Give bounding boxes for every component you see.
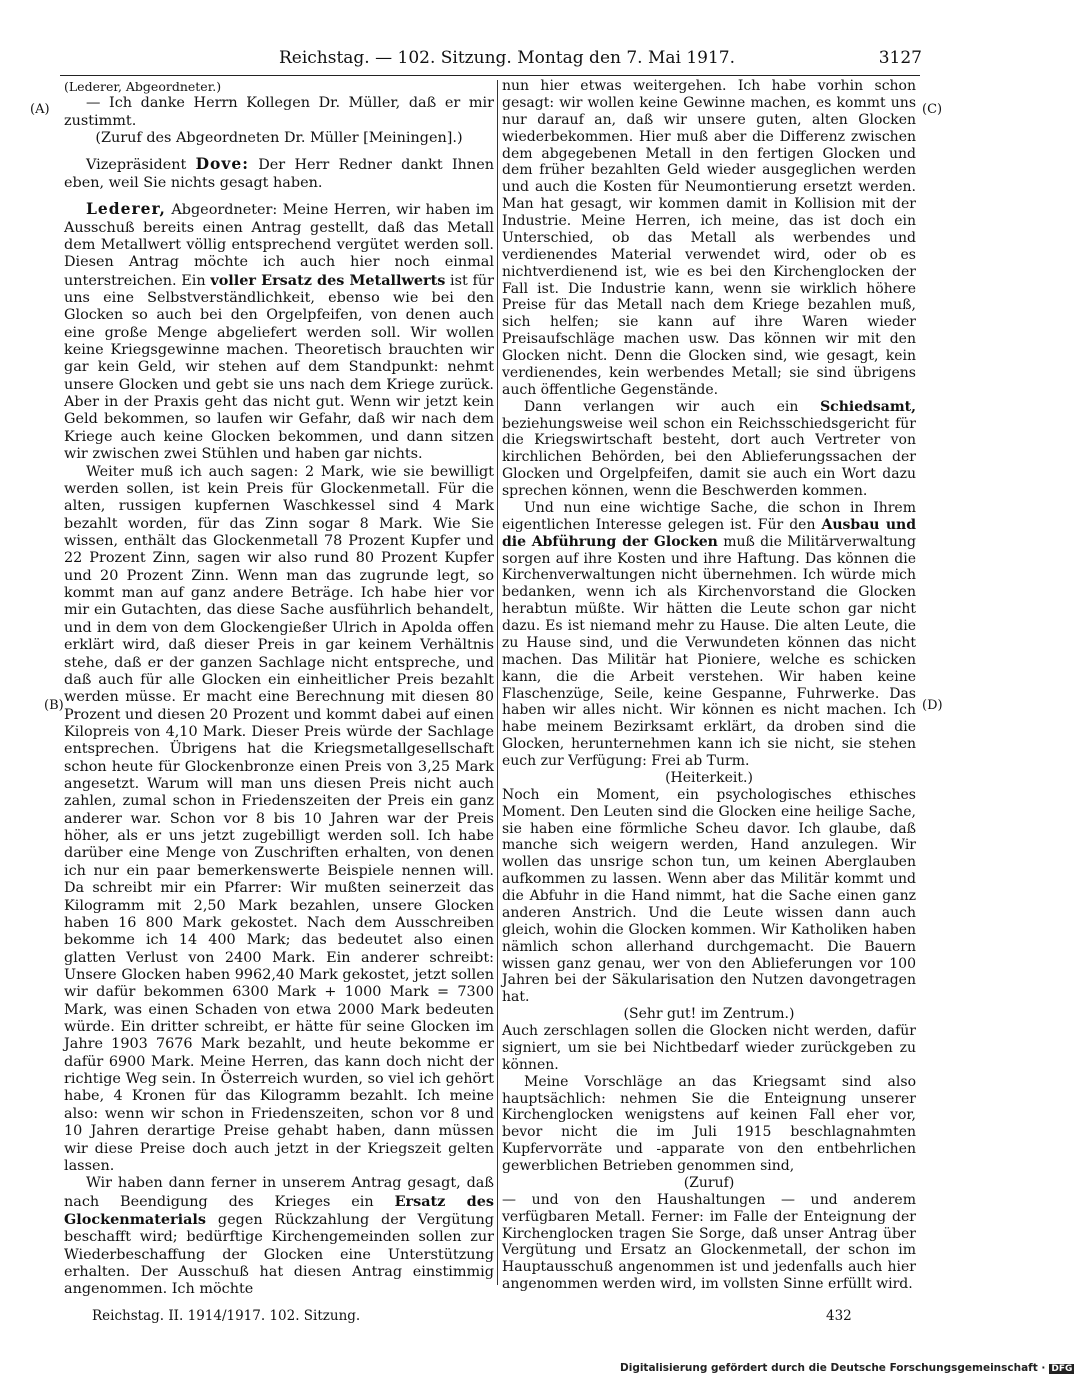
paragraph: — Ich danke Herrn Kollegen Dr. Müller, daß er mir zustimmt. bbox=[64, 95, 494, 129]
header-rule bbox=[60, 75, 920, 76]
running-title: Reichstag. — 102. Sitzung. Montag den 7. Mai 1917. bbox=[278, 48, 736, 68]
paragraph: Noch ein Moment, ein psychologisches ethisches Moment. Den Leuten sind die Glocken eine heilige Sache, sie haben eine förmliche Scheu davor. Ich glaube, daß manche sich weigern werden, Hand anzulegen. Wir wollen das unsrige schon tun, um keinen Aberglauben aufkommen zu lassen. Wenn aber das Militär kommt und die Abfuhr in die Hand nimmt, hat die Sache einen ganz anderen Anstrich. Und die Leute wissen dann auch gleich, wohin die Glocken kommen. Wir Katholiken haben nämlich schon allerhand durchgemacht. Die Bauern wissen ganz genau, wer von den Ablieferungen vor 100 Jahren bei der Säkularisation den Nutzen davongetragen hat. bbox=[502, 786, 916, 1006]
speaker-continuation-tag: (Lederer, Abgeordneter.) bbox=[64, 79, 222, 94]
text: Dann verlangen wir auch ein bbox=[524, 398, 799, 415]
paragraph bbox=[502, 399, 916, 500]
text: gegen Rückzahlung der Vergütung beschafft wird; bedürftige Kirchengemeinden sollen zur Wiederbeschaffung der Glocken eine Unterstützung erhalten. Der Ausschuß hat diesen Antrag einstimmig angenommen. Ich möchte bbox=[64, 1212, 495, 1298]
bold-phrase: Ausbau und die Abführung der Glocken bbox=[502, 516, 917, 550]
page-header bbox=[92, 48, 922, 74]
vp-label: Vizepräsident bbox=[86, 157, 187, 174]
speaker-name: Lederer, bbox=[86, 199, 166, 219]
interjection: (Sehr gut! im Zentrum.) bbox=[623, 1006, 795, 1023]
speech-text: Abgeordneter: Meine Herren, wir haben im Ausschuß bereits einen Antrag gestellt, daß das Metall dem Metallwert völlig entsprechend vergütet werden soll. Diesen Antrag möchte ich auch hier noch einmal unterstreichen. Ein bbox=[64, 202, 495, 289]
credit-text: Digitalisierung gefördert durch die Deutsche Forschungsgemeinschaft · bbox=[620, 1362, 1046, 1374]
page-number: 3127 bbox=[878, 48, 922, 68]
speech-paragraph bbox=[64, 200, 494, 463]
interjection: (Zuruf des Abgeordneten Dr. Müller [Meiningen].) bbox=[95, 130, 463, 147]
vp-text: Der Herr Redner dankt Ihnen eben, weil Sie nichts gesagt haben. bbox=[64, 157, 494, 191]
interjection: (Zuruf) bbox=[683, 1174, 735, 1191]
bold-phrase: Schiedsamt, bbox=[820, 398, 916, 415]
text: beziehungsweise weil schon ein Reichsschiedsgericht für die Kriegswirtschaft besteht, dort auch Vertreter von kirchlichen Behörden, bei den Ablieferungssachen der Glocken und Orgelpfeifen, damit sie auch ein Wort dazu sprechen können, wenn die Beschwerden kommen. bbox=[502, 415, 916, 499]
text: Und nun eine wichtige Sache, die schon in Ihrem eigentlichen Interesse gelegen ist. Für den bbox=[502, 499, 916, 533]
right-column bbox=[502, 78, 916, 1293]
bold-phrase: Ersatz des Glockenmaterials bbox=[64, 1192, 494, 1228]
bold-phrase: voller Ersatz des Metallwerts bbox=[210, 271, 446, 289]
vice-president-remark bbox=[64, 155, 494, 192]
digitization-credit bbox=[620, 1362, 1074, 1374]
footer-page-number: 432 bbox=[826, 1308, 852, 1324]
column-divider bbox=[497, 80, 498, 1285]
margin-marker-a: (A) bbox=[30, 102, 50, 117]
margin-marker-c: (C) bbox=[922, 102, 943, 117]
footer-left: Reichstag. II. 1914/1917. 102. Sitzung. bbox=[92, 1308, 361, 1324]
paragraph: Auch zerschlagen sollen die Glocken nicht werden, dafür signiert, um sie bei Nichtbedarf wieder zurückgeben zu können. bbox=[502, 1023, 916, 1073]
vp-name: Dove: bbox=[195, 154, 249, 174]
paragraph: — und von den Haushaltungen — und anderem verfügbaren Metall. Ferner: im Falle der Enteignung der Kirchenglocken tragen Sie Sorge, daß unser Antrag über Vergütung und Ersatz an Glockenmetall, der schon im Hauptausschuß angenommen ist und jedenfalls auch hier angenommen werden wird, im vollsten Sinne erfüllt wird. bbox=[502, 1191, 916, 1293]
paragraph bbox=[64, 1175, 494, 1299]
text: Wir haben dann ferner in unserem Antrag gesagt, daß nach Beendigung des Krieges ein bbox=[64, 1175, 494, 1210]
speech-text: ist für uns eine Selbstverständlichkeit, ebenso wie bei den Glocken so auch bei den Orgelpfeifen, von denen auch eine große Menge abgeliefert werden soll. Wir wollen keine Kriegsgewinne machen. Theoretisch brauchten wir gar kein Geld, wir stehen auf dem Standpunkt: nehmt unsere Glocken und gebt sie uns nach dem Kriege zurück. Aber in der Praxis geht das nicht gut. Wenn wir jetzt kein Geld bekommen, so laufen wir Gefahr, daß wir nach dem Kriege auch keine Glocken bekommen, und dann sitzen wir zwischen zwei Stühlen und haben gar nichts. bbox=[64, 272, 494, 463]
margin-marker-b: (B) bbox=[44, 698, 64, 713]
paragraph: Weiter muß ich auch sagen: 2 Mark, wie sie bewilligt werden sollen, ist kein Preis für Glockenmetall. Für die alten, russigen kupfernen Waschkessel sind 4 Mark bezahlt worden, für das Zinn sogar 8 Mark. Wie Sie wissen, enthält das Glockenmetall 78 Prozent Kupfer und 22 Prozent Zinn, sagen wir also rund 80 Prozent Kupfer und 20 Prozent Zinn. Wenn man das zugrunde legt, so kommt man auf ganz andere Beträge. Ich habe hier vor mir ein Gutachten, das diese Sache ausführlich behandelt, und in dem von dem Glockengießer Ulrich in Apolda offen erklärt wird, daß dieser Preis in gar keinem Verhältnis stehe, daß er der ganzen Sachlage nicht entspreche, und daß auch für alle Glocken ein einheitlicher Preis bezahlt werden müsse. Er macht eine Berechnung mit diesen 80 Prozent und diesen 20 Prozent und kommt dabei auf einen Kilopreis von 4,10 Mark. Dieser Preis würde der Sachlage entsprechen. Übrigens hat die Kriegsmetallgesellschaft schon heute für Glockenbronze einen Preis von 3,25 Mark angesetzt. Warum will man uns diesen Preis nicht auch zahlen, zumal schon in Friedenszeiten der Preis ein ganz anderer war. Schon vor 8 bis 10 Jahren war der Preis höher, als er uns jetzt zugebilligt werden soll. Ich habe darüber eine Menge von Zuschriften erhalten, von denen ich nur ein paar bemerkenswerte Beispiele nennen will. Da schreibt mir ein Pfarrer: Wir mußten seinerzeit das Kilogramm mit 2,50 Mark bezahlen, unsere Glocken haben 16 800 Mark gekostet. Nach dem Ausschreiben bekomme ich 14 400 Mark; das bedeutet also einen glatten Verlust von 2400 Mark. Ein anderer schreibt: Unsere Glocken haben 9962,40 Mark gekostet, jetzt sollen wir dafür bekommen 6300 Mark + 1000 Mark = 7300 Mark, was einen Schaden von etwa 2000 Mark bedeuten würde. Ein dritter schreibt, er hätte für seine Glocken im Jahre 1903 7676 Mark bezahlt, und heute bekomme er dafür 6900 Mark. Meine Herren, das kann doch nicht der richtige Weg sein. In Österreich wurden, so viel ich gehört habe, 4 Kronen für das Kilogramm bezahlt. Ich meine also: wenn wir schon in Friedenszeiten, schon vor 8 und 10 Jahren derartige Preise gehabt haben, dann müssen wir diese Preise doch auch jetzt in der Kriegszeit gelten lassen. bbox=[64, 463, 494, 1174]
interjection: (Heiterkeit.) bbox=[665, 769, 753, 786]
paragraph bbox=[502, 500, 916, 770]
paragraph: Meine Vorschläge an das Kriegsamt sind also hauptsächlich: nehmen Sie die Enteignung unserer Kirchenglocken wenigstens auf keinen Fall eher vor, bevor nicht die im Juli 1915 beschlagnahmten Kupfervorräte und -apparate von den entbehrlichen gewerblichen Betrieben genommen sind, bbox=[502, 1073, 916, 1174]
margin-marker-d: (D) bbox=[922, 698, 943, 713]
left-column bbox=[64, 78, 494, 1299]
text: muß die Militärverwaltung sorgen auf ihre Kosten und ihre Haftung. Das können die Kirchenverwaltungen nicht übernehmen. Ich würde mich bedanken, wenn ich als Kirchenvorstand die Glocken herabtun müßte. Wir hätten die Leute schon gar nicht dazu. Es ist niemand mehr zu Hause. Die alten Leute, die zu Hause sind, und die Verwundeten können das nicht machen. Das Militär hat Pioniere, welche es schicken kann, die die Arbeit verstehen. Wir haben keine Flaschenzüge, Seile, keine Gespanne, Fuhrwerke. Das haben wir alles nicht. Wir können es nicht machen. Ich habe meinem Bezirksamt erklärt, da droben sind die Glocken, herunternehmen kann ich sie nicht, sie stehen euch zur Verfügung: Frei ab Turm. bbox=[502, 533, 916, 769]
paragraph: nun hier etwas weitergehen. Ich habe vorhin schon gesagt: wir wollen keine Gewinne machen, es kommt uns nur darauf an, daß wir unsere guten, alten Glocken wiederbekommen. Hier muß aber die Differenz zwischen dem abgegebenen Metall in den fertigen Glocken und dem früher bezahlten Geld wieder ausgeglichen werden und auch die Kosten für Neumontierung ersetzt werden. Man hat gesagt, wir kommen damit in Kollision mit der Industrie. Meine Herren, ich meine, das ist doch ein Unterschied, ob das Metall als werbendes und verdienendes Material verwendet wird, oder ob es nichtverdienend ist, wie es bei den Kirchenglocken der Fall ist. Die Industrie kann, wenn sie wirklich höhere Preise für das Metall nach dem Kriege bezahlen muß, sich helfen; sie kann auf ihre Waren wieder Preisaufschläge machen usw. Das können wir mit den Glocken nicht. Denn die Glocken sind, wie gesagt, kein verdienendes, kein werbendes Metall; sie sind übrigens auch öffentliche Gegenstände. bbox=[502, 78, 916, 398]
dfg-logo: DFG bbox=[1051, 1364, 1073, 1374]
